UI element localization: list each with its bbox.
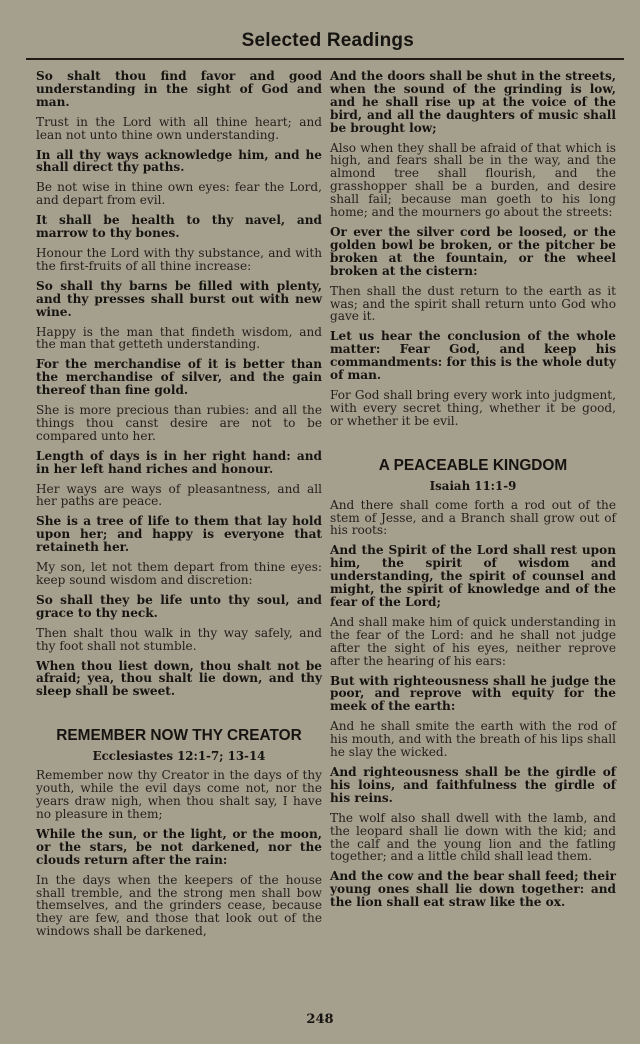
section-spacer xyxy=(330,435,616,449)
verse-paragraph: For the merchandise of it is better than the merchandise of silver, and the gain thereof than fine gold. xyxy=(36,357,322,398)
page-title: Selected Readings xyxy=(241,30,414,51)
verse-paragraph: And there shall come forth a rod out of the stem of Jesse, and a Branch shall grow out of his roots: xyxy=(330,497,616,538)
verse-paragraph: Length of days is in her right hand: and in her left hand riches and honour. xyxy=(36,448,322,476)
verse-paragraph: Remember now thy Creator in the days of thy youth, while the evil days come not, nor the years draw nigh, when thou shalt say, I have no pleasure in them; xyxy=(36,768,322,821)
verse-paragraph: Her ways are ways of pleasantness, and all her paths are peace. xyxy=(36,481,322,509)
verse-paragraph: Trust in the Lord with all thine heart; and lean not unto thine own understanding. xyxy=(36,114,322,142)
verse-paragraph: Let us hear the conclusion of the whole matter: Fear God, and keep his commandments: for this is the whole duty of man. xyxy=(330,329,616,383)
section-title-kingdom: A PEACEABLE KINGDOM xyxy=(378,456,568,474)
verse-paragraph: Also when they shall be afraid of that which is high, and fears shall be in the way, and the almond tree shall flourish, and the grasshopper shall be a burden, and desire shall fail; because man goeth to his long home; and the mourners go about the streets: xyxy=(330,140,616,220)
page-number: 248 xyxy=(306,1012,334,1027)
verse-paragraph: So shall they be life unto thy soul, and grace to thy neck. xyxy=(36,592,322,620)
verse-paragraph: For God shall bring every work into judgment, with every secret thing, whether it be good, or whether it be evil. xyxy=(330,387,616,428)
verse-paragraph: So shalt thou find favor and good understanding in the sight of God and man. xyxy=(36,69,322,109)
section-reference-isaiah: Isaiah 11:1-9 xyxy=(429,478,517,493)
verse-paragraph: And the cow and the bear shall feed; their young ones shall lie down together: and the lion shall eat straw like the ox. xyxy=(330,869,616,910)
verse-paragraph: She is more precious than rubies: and all the things thou canst desire are not to be compared unto her. xyxy=(36,403,322,443)
verse-paragraph: While the sun, or the light, or the moon, or the stars, be not darkened, nor the clouds return after the rain: xyxy=(36,826,322,867)
left-verses xyxy=(36,70,322,698)
verse-paragraph: Or ever the silver cord be loosed, or the golden bowl be broken, or the pitcher be broken at the fountain, or the wheel broken at the cistern: xyxy=(330,224,616,278)
verse-paragraph: And he shall smite the earth with the rod of his mouth, and with the breath of his lips shall he slay the wicked. xyxy=(330,719,616,760)
verse-paragraph: When thou liest down, thou shalt not be afraid; yea, thou shalt lie down, and thy sleep shall be sweet. xyxy=(36,658,322,699)
verse-paragraph: The wolf also shall dwell with the lamb, and the leopard shall lie down with the kid; and the calf and the young lion and the fatling together; and a little child shall lead them. xyxy=(330,810,616,864)
verse-paragraph: My son, let not them depart from thine eyes: keep sound wisdom and discretion: xyxy=(36,560,322,587)
creator-verses xyxy=(36,769,322,938)
verse-paragraph: She is a tree of life to them that lay hold upon her; and happy is everyone that retaineth her. xyxy=(36,514,322,555)
section-spacer xyxy=(36,705,322,719)
verse-paragraph: In the days when the keepers of the house shall tremble, and the strong men shall bow themselves, and the grinders cease, because they are few, and those that look out of the windows shall be darkened, xyxy=(36,872,322,939)
verse-paragraph: And shall make him of quick understanding in the fear of the Lord: and he shall not judge after the sight of his eyes, neither reprove after the hearing of his ears: xyxy=(330,614,616,668)
verse-paragraph: It shall be health to thy navel, and marrow to thy bones. xyxy=(36,213,322,241)
header-rule xyxy=(26,58,624,60)
right-column xyxy=(330,70,616,916)
verse-paragraph: And righteousness shall be the girdle of his loins, and faithfulness the girdle of his reins. xyxy=(330,764,616,805)
section-reference-ecclesiastes: Ecclesiastes 12:1-7; 13-14 xyxy=(92,749,266,764)
left-column xyxy=(36,70,322,945)
verse-paragraph: Then shall the dust return to the earth as it was; and the spirit shall return unto God who gave it. xyxy=(330,283,616,324)
verse-paragraph: Honour the Lord with thy substance, and with the first-fruits of all thine increase: xyxy=(36,245,322,273)
section-title-creator: REMEMBER NOW THY CREATOR xyxy=(56,727,302,745)
verse-paragraph: And the doors shall be shut in the streets, when the sound of the grinding is low, and he shall rise up at the voice of the bird, and all the daughters of music shall be brought low; xyxy=(330,69,616,135)
verse-paragraph: And the Spirit of the Lord shall rest upon him, the spirit of wisdom and understanding, the spirit of counsel and might, the spirit of knowledge and of the fear of the Lord; xyxy=(330,543,616,609)
kingdom-verses xyxy=(330,499,616,909)
right-verses xyxy=(330,70,616,428)
verse-paragraph: Happy is the man that findeth wisdom, and the man that getteth understanding. xyxy=(36,324,322,352)
verse-paragraph: Be not wise in thine own eyes: fear the Lord, and depart from evil. xyxy=(36,180,322,208)
verse-paragraph: So shall thy barns be filled with plenty, and thy presses shall burst out with new wine. xyxy=(36,278,322,319)
verse-paragraph: But with righteousness shall he judge the poor, and reprove with equity for the meek of the earth: xyxy=(330,673,616,714)
verse-paragraph: Then shalt thou walk in thy way safely, and thy foot shall not stumble. xyxy=(36,625,322,653)
verse-paragraph: In all thy ways acknowledge him, and he shall direct thy paths. xyxy=(36,147,322,175)
page-header xyxy=(0,30,640,62)
